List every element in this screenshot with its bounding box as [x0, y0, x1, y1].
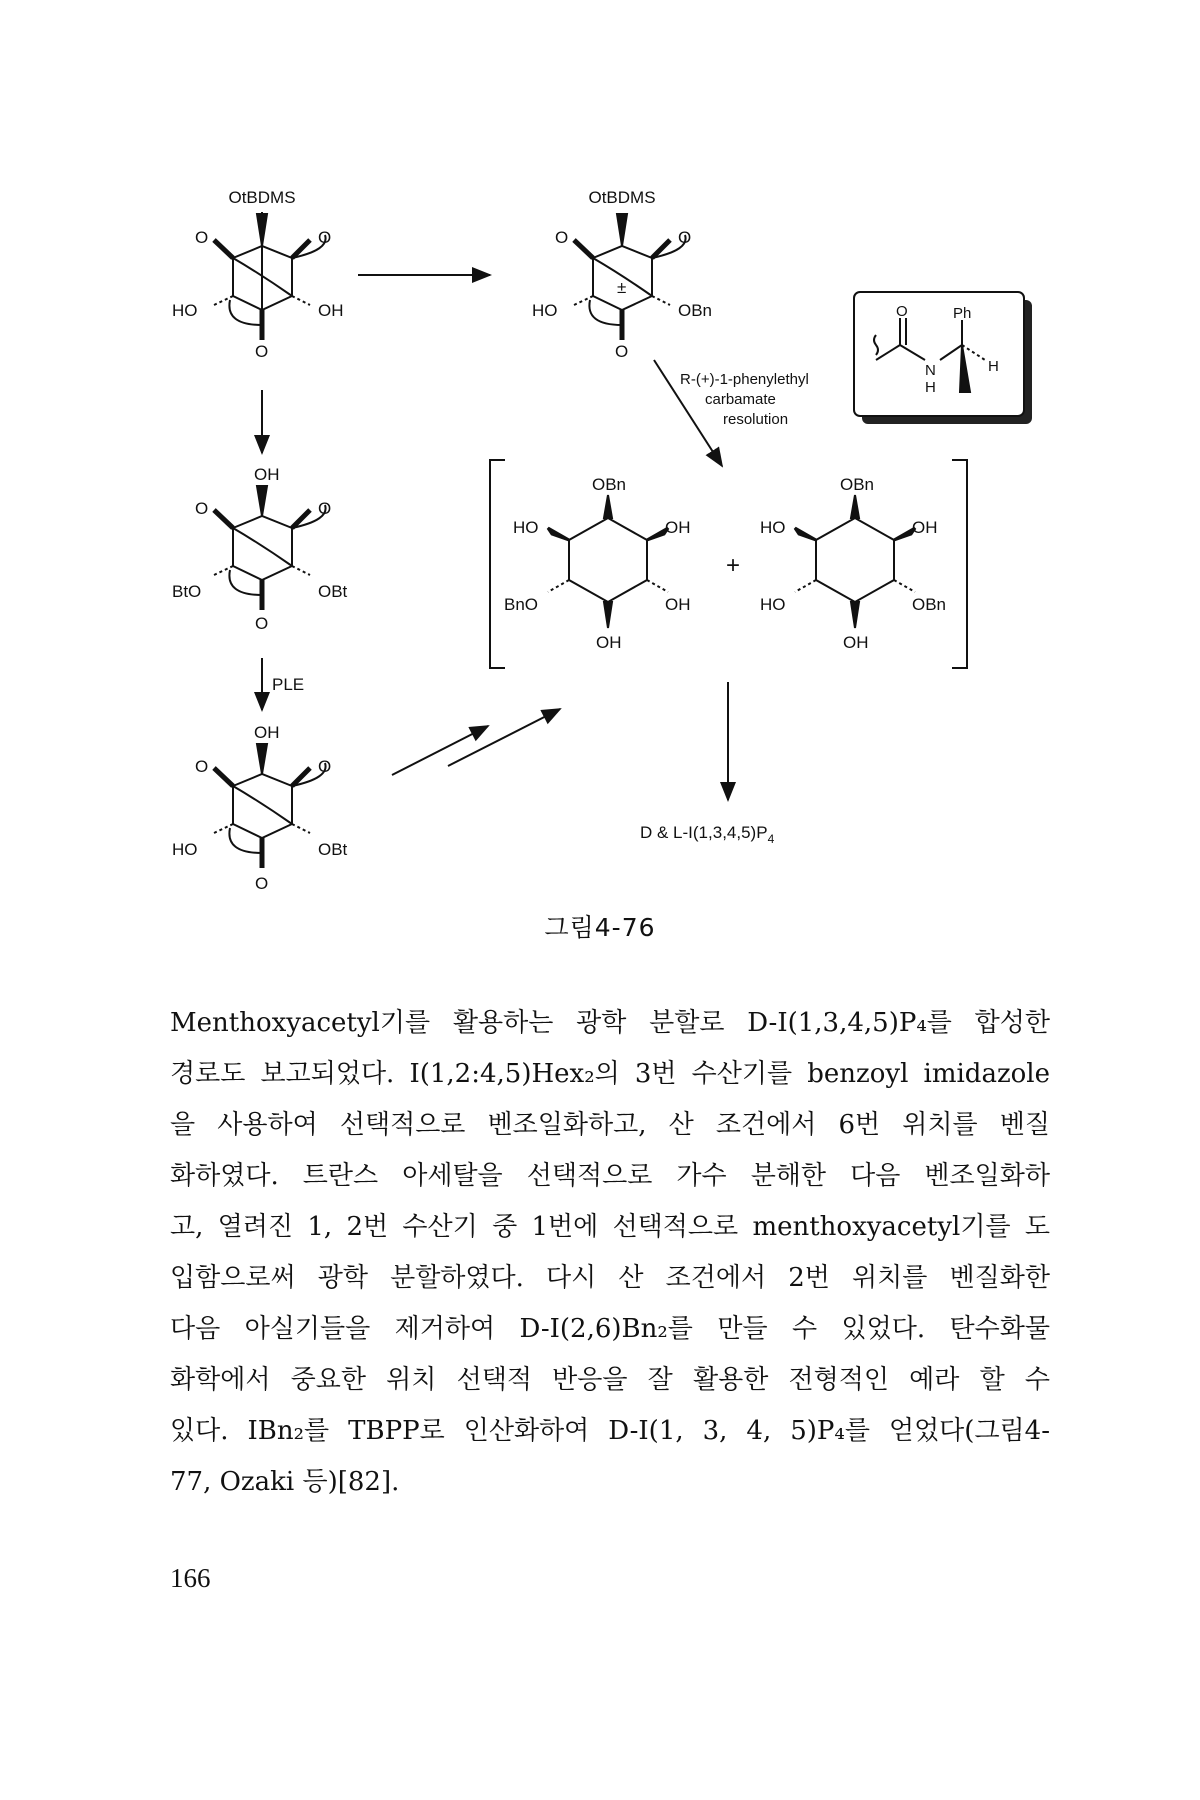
otbdms-label: OtBDMS — [588, 188, 656, 207]
o-label: O — [318, 499, 332, 518]
obn-label: OBn — [592, 475, 627, 494]
o-label: O — [678, 228, 692, 247]
oh-label: OH — [318, 301, 344, 320]
ho-label: HO — [532, 301, 558, 320]
bracket-right — [952, 460, 967, 668]
obt-label: OBt — [318, 582, 348, 601]
oh-label: OH — [665, 595, 691, 614]
h-label: H — [925, 379, 936, 396]
oh-label: OH — [665, 518, 691, 537]
ple-label: PLE — [272, 675, 305, 694]
obt-label: OBt — [318, 840, 348, 859]
o-label: O — [615, 342, 629, 361]
bno-label: BnO — [504, 595, 539, 614]
o-label: O — [318, 757, 332, 776]
paragraph-line: 77, Ozaki 등)[82]. — [170, 1467, 400, 1497]
oh-label: OH — [912, 518, 938, 537]
resolution-note-line: R-(+)-1-phenylethyl — [680, 371, 809, 388]
obn-label: OBn — [678, 301, 713, 320]
o-label: O — [896, 303, 908, 320]
inositol-b — [795, 495, 915, 628]
paragraph-line: 화학에서 중요한 위치 선택적 반응을 잘 활용한 전형적인 예라 할 수 — [170, 1365, 1050, 1395]
oh-label: OH — [843, 633, 869, 652]
resolution-note-line: resolution — [723, 411, 789, 428]
o-label: O — [255, 614, 269, 633]
compound-middle-left — [214, 486, 326, 610]
body-paragraph — [170, 998, 1050, 1508]
paragraph-line: 입함으로써 광학 분할하였다. 다시 산 조건에서 2번 위치를 벤질화한 — [170, 1263, 1050, 1293]
n-label: N — [925, 362, 936, 379]
page-number: 166 — [170, 1563, 211, 1593]
inositol-a — [548, 495, 668, 628]
otbdms-label: OtBDMS — [228, 188, 296, 207]
obn-label: OBn — [840, 475, 875, 494]
carbamate-box — [854, 292, 1024, 416]
bto-label: BtO — [172, 582, 202, 601]
paragraph-line: Menthoxyacetyl기를 활용하는 광학 분할로 D-I(1,3,4,5)P₄를 합성한 — [170, 1008, 1050, 1038]
h-label: H — [988, 358, 999, 375]
oh-label: OH — [254, 465, 280, 484]
ho-label: HO — [760, 518, 786, 537]
figure-caption: 그림4-76 — [544, 913, 656, 942]
product-label: D & $L-I(1,3,4,5)P_4$ — [640, 823, 775, 846]
obn-label: OBn — [912, 595, 947, 614]
ho-label: HO — [513, 518, 539, 537]
o-label: O — [255, 874, 269, 893]
racemic-label: ± — [617, 278, 627, 297]
compound-bottom-left — [214, 744, 326, 868]
oh-label: OH — [254, 723, 280, 742]
o-label: O — [255, 342, 269, 361]
o-label: O — [195, 228, 209, 247]
paragraph-line: 다음 아실기들을 제거하여 D-I(2,6)Bn₂를 만들 수 있었다. 탄수화물 — [170, 1314, 1050, 1344]
ph-label: Ph — [953, 305, 972, 322]
ho-label: HO — [172, 301, 198, 320]
resolution-note-line: carbamate — [705, 391, 776, 408]
oh-label: OH — [596, 633, 622, 652]
paragraph-line: 을 사용하여 선택적으로 벤조일화하고, 산 조건에서 6번 위치를 벤질 — [170, 1110, 1050, 1140]
o-label: O — [555, 228, 569, 247]
compound-top-middle — [574, 214, 686, 340]
o-label: O — [318, 228, 332, 247]
arrow-diagonal — [392, 726, 488, 775]
paragraph-line: 있다. IBn₂를 TBPP로 인산화하여 D-I(1, 3, 4, 5)P₄를 얻었다(그림4- — [170, 1416, 1050, 1446]
ho-label: HO — [760, 595, 786, 614]
paragraph-line: 고, 열려진 1, 2번 수산기 중 1번에 선택적으로 menthoxyacetyl기를 도 — [170, 1212, 1050, 1242]
paragraph-line: 화하였다. 트란스 아세탈을 선택적으로 가수 분해한 다음 벤조일화하 — [170, 1161, 1050, 1191]
bracket-left — [490, 460, 505, 668]
ho-label: HO — [172, 840, 198, 859]
o-label: O — [195, 499, 209, 518]
o-label: O — [195, 757, 209, 776]
paragraph-line: 경로도 보고되었다. I(1,2:4,5)Hex₂의 3번 수산기를 benzoyl imidazole — [170, 1059, 1050, 1089]
plus-sign: + — [726, 552, 741, 579]
compound-top-left — [214, 212, 326, 340]
